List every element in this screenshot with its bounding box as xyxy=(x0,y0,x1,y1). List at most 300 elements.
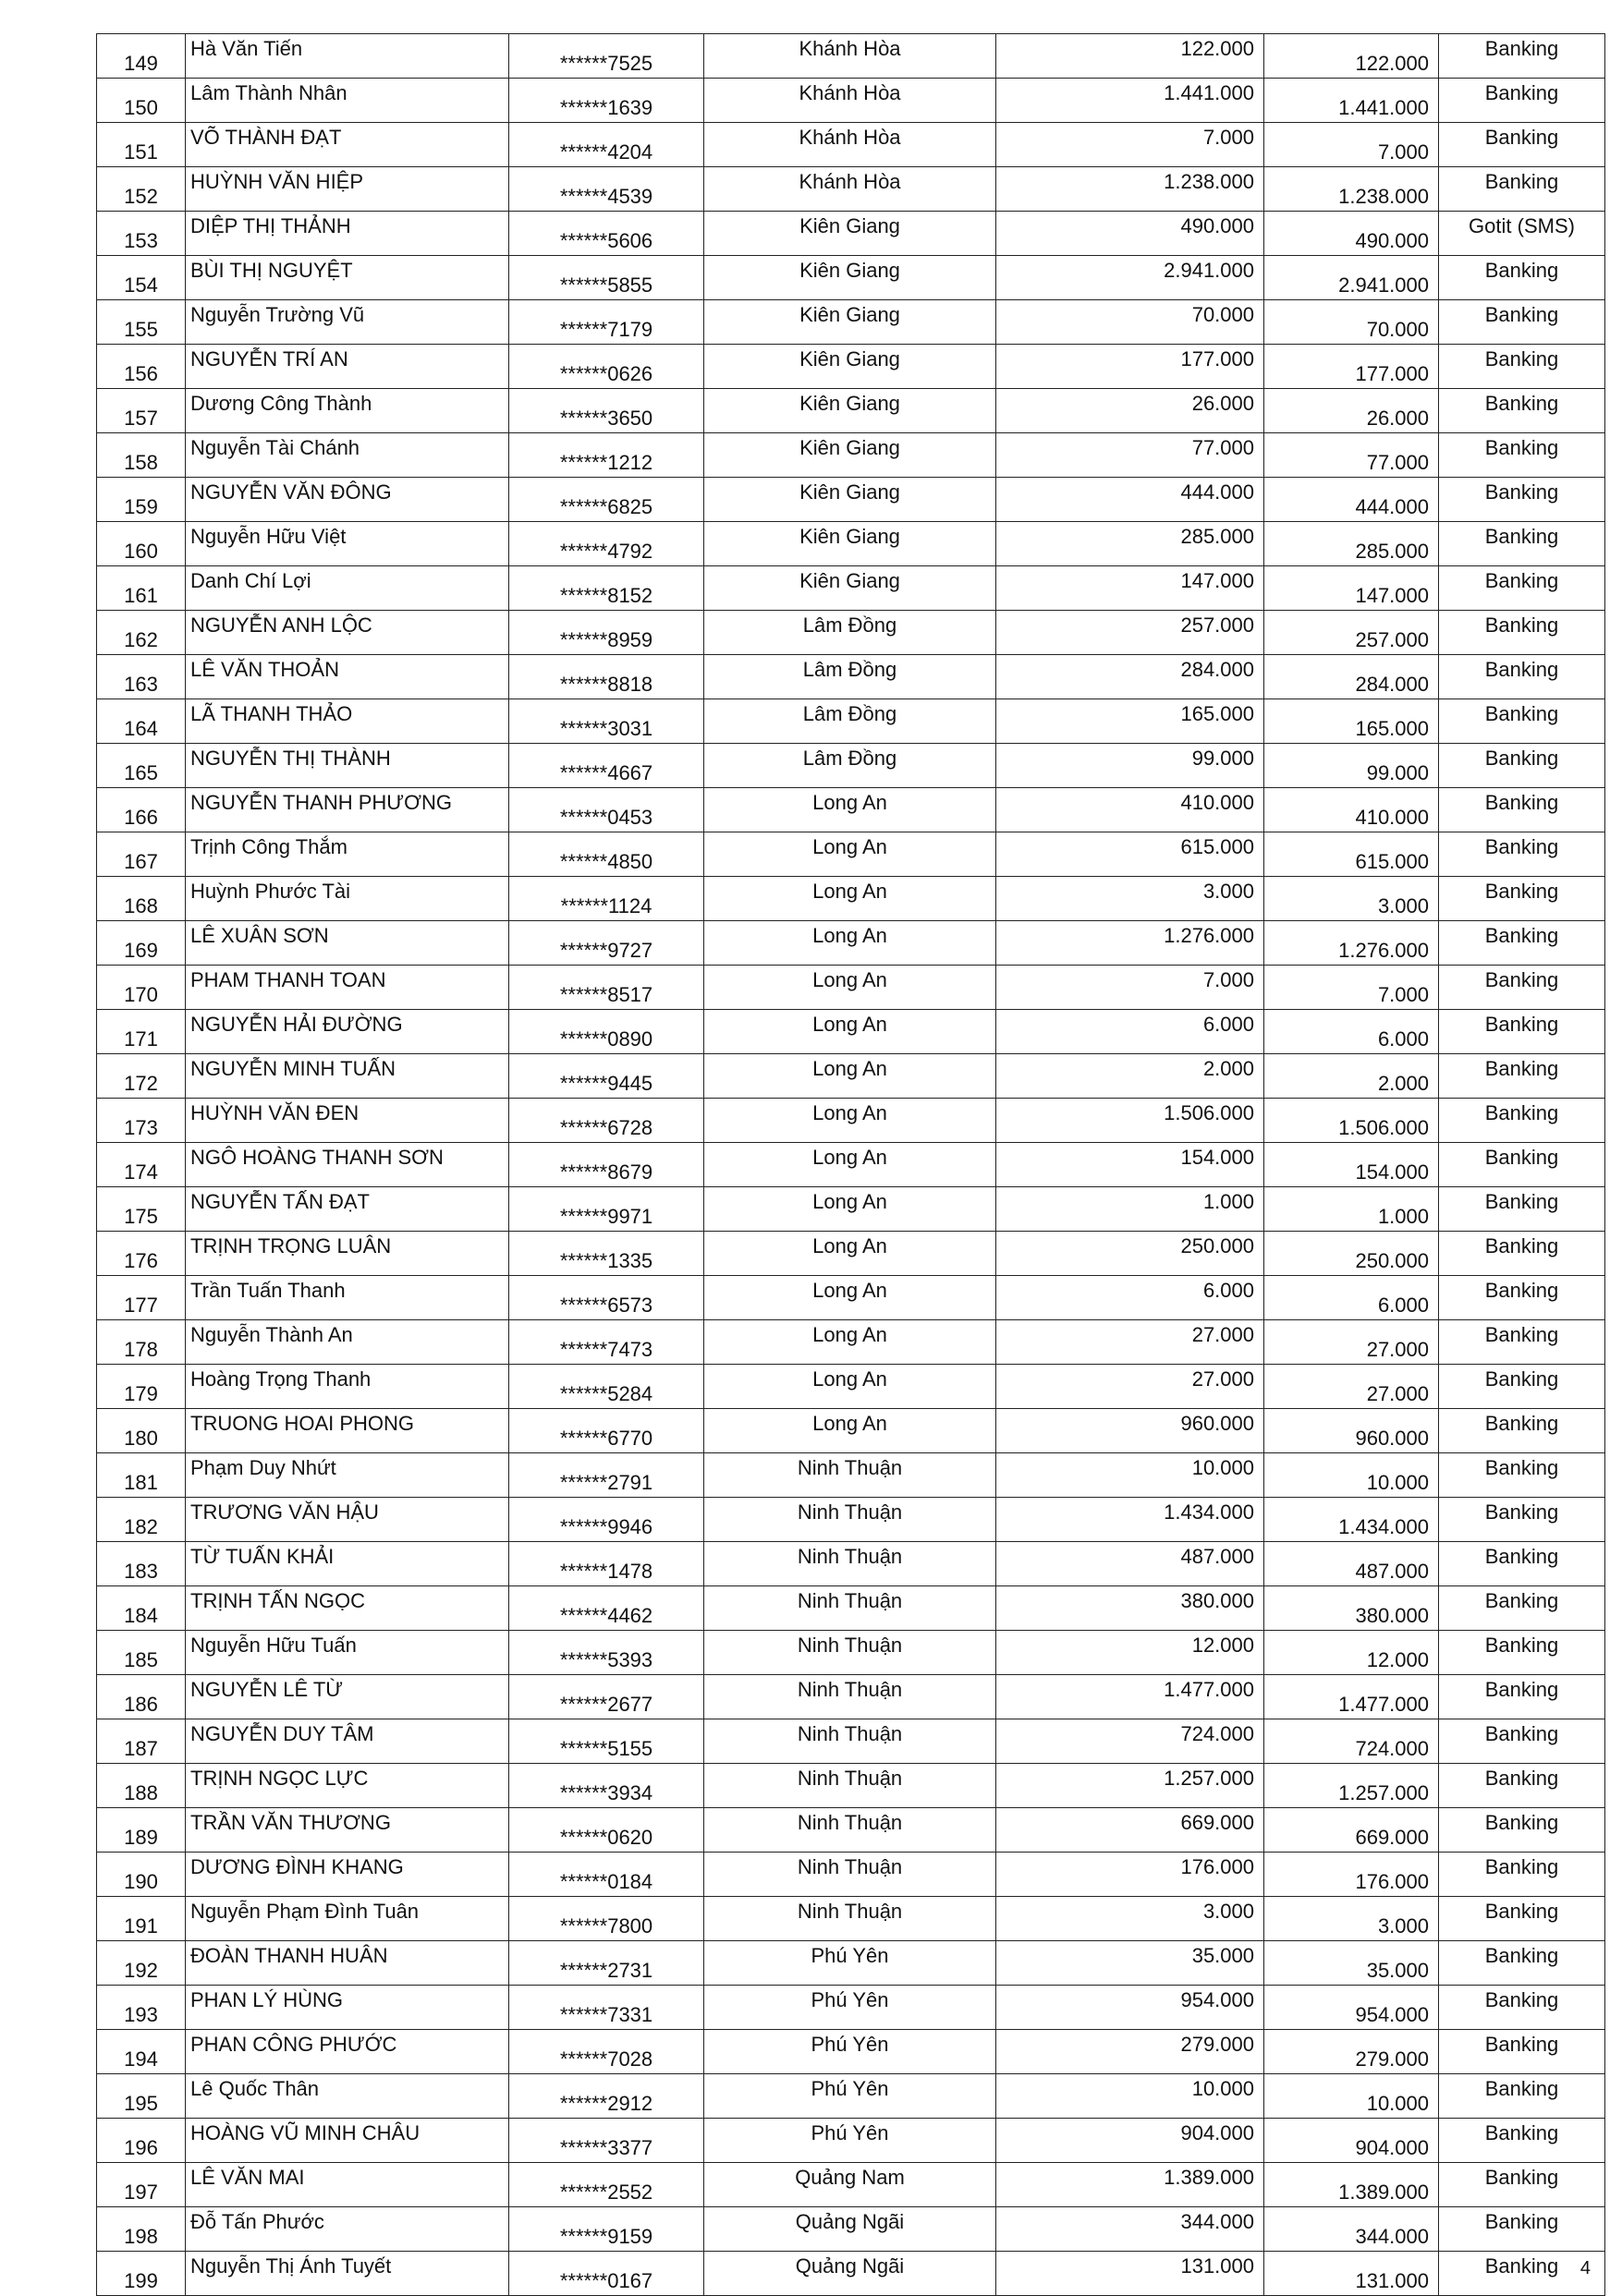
masked-account-cell: ******0167 xyxy=(509,2252,704,2296)
masked-account-cell: ******5855 xyxy=(509,256,704,300)
recipient-name-cell: Nguyễn Trường Vũ xyxy=(186,300,509,345)
payment-channel-cell: Banking xyxy=(1439,921,1605,966)
amount-paid-cell: 1.276.000 xyxy=(1264,921,1439,966)
amount-cell: 904.000 xyxy=(996,2119,1264,2163)
amount-cell: 250.000 xyxy=(996,1232,1264,1276)
masked-account-cell: ******5155 xyxy=(509,1719,704,1764)
province-cell: Phú Yên xyxy=(704,1941,996,1986)
province-cell: Quảng Nam xyxy=(704,2163,996,2207)
amount-cell: 6.000 xyxy=(996,1276,1264,1320)
row-number-cell: 195 xyxy=(97,2074,186,2119)
table-row xyxy=(97,1365,1605,1409)
table-row xyxy=(97,1631,1605,1675)
table-row xyxy=(97,256,1605,300)
table-row xyxy=(97,611,1605,655)
masked-account-cell: ******9727 xyxy=(509,921,704,966)
recipient-name-cell: Nguyễn Tài Chánh xyxy=(186,433,509,478)
province-cell: Lâm Đồng xyxy=(704,655,996,699)
masked-account-cell: ******3650 xyxy=(509,389,704,433)
province-cell: Kiên Giang xyxy=(704,389,996,433)
province-cell: Ninh Thuận xyxy=(704,1453,996,1498)
row-number-cell: 192 xyxy=(97,1941,186,1986)
amount-cell: 12.000 xyxy=(996,1631,1264,1675)
masked-account-cell: ******3031 xyxy=(509,699,704,744)
payment-channel-cell: Banking xyxy=(1439,2074,1605,2119)
amount-cell: 147.000 xyxy=(996,566,1264,611)
province-cell: Kiên Giang xyxy=(704,566,996,611)
table-row xyxy=(97,478,1605,522)
masked-account-cell: ******8818 xyxy=(509,655,704,699)
recipient-name-cell: NGUYỄN TẤN ĐẠT xyxy=(186,1187,509,1232)
table-row xyxy=(97,1010,1605,1054)
payment-channel-cell: Banking xyxy=(1439,1320,1605,1365)
table-row xyxy=(97,212,1605,256)
row-number-cell: 172 xyxy=(97,1054,186,1099)
amount-paid-cell: 490.000 xyxy=(1264,212,1439,256)
amount-paid-cell: 1.477.000 xyxy=(1264,1675,1439,1719)
payment-channel-cell: Banking xyxy=(1439,1986,1605,2030)
table-row xyxy=(97,1099,1605,1143)
province-cell: Phú Yên xyxy=(704,2030,996,2074)
amount-paid-cell: 7.000 xyxy=(1264,123,1439,167)
amount-paid-cell: 285.000 xyxy=(1264,522,1439,566)
masked-account-cell: ******5284 xyxy=(509,1365,704,1409)
province-cell: Kiên Giang xyxy=(704,345,996,389)
masked-account-cell: ******7028 xyxy=(509,2030,704,2074)
masked-account-cell: ******0184 xyxy=(509,1853,704,1897)
masked-account-cell: ******0620 xyxy=(509,1808,704,1853)
amount-paid-cell: 177.000 xyxy=(1264,345,1439,389)
amount-cell: 6.000 xyxy=(996,1010,1264,1054)
payment-channel-cell: Banking xyxy=(1439,123,1605,167)
amount-cell: 960.000 xyxy=(996,1409,1264,1453)
province-cell: Khánh Hòa xyxy=(704,123,996,167)
province-cell: Long An xyxy=(704,788,996,832)
row-number-cell: 185 xyxy=(97,1631,186,1675)
payment-channel-cell: Banking xyxy=(1439,389,1605,433)
masked-account-cell: ******7800 xyxy=(509,1897,704,1941)
recipient-name-cell: Nguyễn Hữu Tuấn xyxy=(186,1631,509,1675)
amount-paid-cell: 904.000 xyxy=(1264,2119,1439,2163)
province-cell: Long An xyxy=(704,1187,996,1232)
table-row xyxy=(97,1187,1605,1232)
masked-account-cell: ******1478 xyxy=(509,1542,704,1586)
table-body xyxy=(97,34,1605,2296)
amount-paid-cell: 1.434.000 xyxy=(1264,1498,1439,1542)
row-number-cell: 199 xyxy=(97,2252,186,2296)
row-number-cell: 196 xyxy=(97,2119,186,2163)
table-row xyxy=(97,566,1605,611)
masked-account-cell: ******0626 xyxy=(509,345,704,389)
row-number-cell: 187 xyxy=(97,1719,186,1764)
province-cell: Long An xyxy=(704,1409,996,1453)
province-cell: Ninh Thuận xyxy=(704,1764,996,1808)
province-cell: Ninh Thuận xyxy=(704,1853,996,1897)
payment-channel-cell: Banking xyxy=(1439,1187,1605,1232)
recipient-name-cell: LÊ VĂN THOẢN xyxy=(186,655,509,699)
row-number-cell: 153 xyxy=(97,212,186,256)
recipient-name-cell: TRUONG HOAI PHONG xyxy=(186,1409,509,1453)
province-cell: Kiên Giang xyxy=(704,300,996,345)
recipient-name-cell: DIỆP THỊ THẢNH xyxy=(186,212,509,256)
payment-channel-cell: Banking xyxy=(1439,1808,1605,1853)
masked-account-cell: ******0453 xyxy=(509,788,704,832)
masked-account-cell: ******7179 xyxy=(509,300,704,345)
amount-cell: 1.238.000 xyxy=(996,167,1264,212)
payment-channel-cell: Gotit (SMS) xyxy=(1439,212,1605,256)
row-number-cell: 171 xyxy=(97,1010,186,1054)
payment-channel-cell: Banking xyxy=(1439,34,1605,79)
province-cell: Lâm Đồng xyxy=(704,611,996,655)
table-row xyxy=(97,832,1605,877)
recipient-table xyxy=(96,33,1605,2296)
province-cell: Ninh Thuận xyxy=(704,1897,996,1941)
masked-account-cell: ******2677 xyxy=(509,1675,704,1719)
row-number-cell: 170 xyxy=(97,966,186,1010)
table-row xyxy=(97,1320,1605,1365)
row-number-cell: 194 xyxy=(97,2030,186,2074)
payment-channel-cell: Banking xyxy=(1439,2163,1605,2207)
amount-paid-cell: 250.000 xyxy=(1264,1232,1439,1276)
masked-account-cell: ******6825 xyxy=(509,478,704,522)
row-number-cell: 177 xyxy=(97,1276,186,1320)
table-row xyxy=(97,300,1605,345)
recipient-name-cell: NGUYỄN THANH PHƯƠNG xyxy=(186,788,509,832)
province-cell: Ninh Thuận xyxy=(704,1675,996,1719)
recipient-name-cell: PHAN CÔNG PHƯỚC xyxy=(186,2030,509,2074)
row-number-cell: 174 xyxy=(97,1143,186,1187)
payment-channel-cell: Banking xyxy=(1439,1232,1605,1276)
table-row xyxy=(97,123,1605,167)
amount-cell: 490.000 xyxy=(996,212,1264,256)
payment-channel-cell: Banking xyxy=(1439,300,1605,345)
recipient-name-cell: NGUYỄN HẢI ĐƯỜNG xyxy=(186,1010,509,1054)
masked-account-cell: ******7525 xyxy=(509,34,704,79)
table-row xyxy=(97,1232,1605,1276)
table-row xyxy=(97,1498,1605,1542)
amount-cell: 724.000 xyxy=(996,1719,1264,1764)
payment-channel-cell: Banking xyxy=(1439,1853,1605,1897)
recipient-name-cell: Phạm Duy Nhứt xyxy=(186,1453,509,1498)
table-row xyxy=(97,2119,1605,2163)
amount-cell: 27.000 xyxy=(996,1320,1264,1365)
payment-channel-cell: Banking xyxy=(1439,1365,1605,1409)
province-cell: Khánh Hòa xyxy=(704,167,996,212)
amount-cell: 27.000 xyxy=(996,1365,1264,1409)
amount-paid-cell: 3.000 xyxy=(1264,1897,1439,1941)
amount-cell: 3.000 xyxy=(996,1897,1264,1941)
payment-channel-cell: Banking xyxy=(1439,699,1605,744)
payment-channel-cell: Banking xyxy=(1439,1143,1605,1187)
recipient-name-cell: HUỲNH VĂN ĐEN xyxy=(186,1099,509,1143)
masked-account-cell: ******2912 xyxy=(509,2074,704,2119)
row-number-cell: 191 xyxy=(97,1897,186,1941)
amount-paid-cell: 70.000 xyxy=(1264,300,1439,345)
recipient-name-cell: Dương Công Thành xyxy=(186,389,509,433)
amount-paid-cell: 122.000 xyxy=(1264,34,1439,79)
recipient-name-cell: VÕ THÀNH ĐẠT xyxy=(186,123,509,167)
recipient-name-cell: Trần Tuấn Thanh xyxy=(186,1276,509,1320)
province-cell: Long An xyxy=(704,921,996,966)
payment-channel-cell: Banking xyxy=(1439,1941,1605,1986)
amount-paid-cell: 154.000 xyxy=(1264,1143,1439,1187)
amount-paid-cell: 344.000 xyxy=(1264,2207,1439,2252)
masked-account-cell: ******7473 xyxy=(509,1320,704,1365)
table-row xyxy=(97,1453,1605,1498)
amount-cell: 35.000 xyxy=(996,1941,1264,1986)
row-number-cell: 180 xyxy=(97,1409,186,1453)
recipient-name-cell: Danh Chí Lợi xyxy=(186,566,509,611)
province-cell: Long An xyxy=(704,1054,996,1099)
row-number-cell: 175 xyxy=(97,1187,186,1232)
amount-cell: 7.000 xyxy=(996,123,1264,167)
amount-paid-cell: 444.000 xyxy=(1264,478,1439,522)
recipient-name-cell: Hà Văn Tiến xyxy=(186,34,509,79)
row-number-cell: 181 xyxy=(97,1453,186,1498)
recipient-name-cell: BÙI THỊ NGUYỆT xyxy=(186,256,509,300)
row-number-cell: 184 xyxy=(97,1586,186,1631)
recipient-name-cell: TRƯƠNG VĂN HẬU xyxy=(186,1498,509,1542)
amount-paid-cell: 27.000 xyxy=(1264,1365,1439,1409)
province-cell: Phú Yên xyxy=(704,2074,996,2119)
amount-cell: 1.276.000 xyxy=(996,921,1264,966)
row-number-cell: 155 xyxy=(97,300,186,345)
payment-channel-cell: Banking xyxy=(1439,345,1605,389)
table-row xyxy=(97,1586,1605,1631)
masked-account-cell: ******9946 xyxy=(509,1498,704,1542)
recipient-name-cell: Nguyễn Hữu Việt xyxy=(186,522,509,566)
amount-cell: 615.000 xyxy=(996,832,1264,877)
payment-channel-cell: Banking xyxy=(1439,1764,1605,1808)
row-number-cell: 159 xyxy=(97,478,186,522)
row-number-cell: 157 xyxy=(97,389,186,433)
row-number-cell: 167 xyxy=(97,832,186,877)
payment-channel-cell: Banking xyxy=(1439,1897,1605,1941)
recipient-name-cell: Lâm Thành Nhân xyxy=(186,79,509,123)
payment-channel-cell: Banking xyxy=(1439,79,1605,123)
table-row xyxy=(97,522,1605,566)
recipient-name-cell: LÊ XUÂN SƠN xyxy=(186,921,509,966)
payment-channel-cell: Banking xyxy=(1439,611,1605,655)
table-row xyxy=(97,2207,1605,2252)
recipient-name-cell: Nguyễn Thị Ánh Tuyết xyxy=(186,2252,509,2296)
amount-cell: 1.441.000 xyxy=(996,79,1264,123)
amount-cell: 122.000 xyxy=(996,34,1264,79)
row-number-cell: 165 xyxy=(97,744,186,788)
table-row xyxy=(97,921,1605,966)
province-cell: Long An xyxy=(704,1320,996,1365)
province-cell: Long An xyxy=(704,1143,996,1187)
amount-cell: 954.000 xyxy=(996,1986,1264,2030)
recipient-name-cell: HUỲNH VĂN HIỆP xyxy=(186,167,509,212)
table-row xyxy=(97,877,1605,921)
row-number-cell: 173 xyxy=(97,1099,186,1143)
amount-paid-cell: 12.000 xyxy=(1264,1631,1439,1675)
province-cell: Khánh Hòa xyxy=(704,34,996,79)
masked-account-cell: ******4539 xyxy=(509,167,704,212)
payment-channel-cell: Banking xyxy=(1439,1719,1605,1764)
amount-paid-cell: 6.000 xyxy=(1264,1010,1439,1054)
recipient-name-cell: Hoàng Trọng Thanh xyxy=(186,1365,509,1409)
amount-paid-cell: 257.000 xyxy=(1264,611,1439,655)
row-number-cell: 178 xyxy=(97,1320,186,1365)
amount-paid-cell: 954.000 xyxy=(1264,1986,1439,2030)
province-cell: Ninh Thuận xyxy=(704,1808,996,1853)
table-row xyxy=(97,788,1605,832)
payment-channel-cell: Banking xyxy=(1439,2030,1605,2074)
province-cell: Lâm Đồng xyxy=(704,699,996,744)
payment-channel-cell: Banking xyxy=(1439,433,1605,478)
amount-paid-cell: 2.941.000 xyxy=(1264,256,1439,300)
amount-paid-cell: 669.000 xyxy=(1264,1808,1439,1853)
recipient-name-cell: NGÔ HOÀNG THANH SƠN xyxy=(186,1143,509,1187)
amount-cell: 285.000 xyxy=(996,522,1264,566)
amount-cell: 165.000 xyxy=(996,699,1264,744)
recipient-name-cell: TRỊNH TẤN NGỌC xyxy=(186,1586,509,1631)
recipient-name-cell: ĐOÀN THANH HUÂN xyxy=(186,1941,509,1986)
masked-account-cell: ******9971 xyxy=(509,1187,704,1232)
amount-paid-cell: 131.000 xyxy=(1264,2252,1439,2296)
province-cell: Long An xyxy=(704,1232,996,1276)
table-row xyxy=(97,433,1605,478)
masked-account-cell: ******2552 xyxy=(509,2163,704,2207)
row-number-cell: 154 xyxy=(97,256,186,300)
payment-channel-cell: Banking xyxy=(1439,832,1605,877)
amount-cell: 1.000 xyxy=(996,1187,1264,1232)
province-cell: Long An xyxy=(704,832,996,877)
row-number-cell: 197 xyxy=(97,2163,186,2207)
masked-account-cell: ******1124 xyxy=(509,877,704,921)
recipient-name-cell: LÊ VĂN MAI xyxy=(186,2163,509,2207)
table-row xyxy=(97,1542,1605,1586)
recipient-name-cell: Nguyễn Thành An xyxy=(186,1320,509,1365)
amount-paid-cell: 27.000 xyxy=(1264,1320,1439,1365)
masked-account-cell: ******3934 xyxy=(509,1764,704,1808)
masked-account-cell: ******8517 xyxy=(509,966,704,1010)
payment-channel-cell: Banking xyxy=(1439,655,1605,699)
province-cell: Lâm Đồng xyxy=(704,744,996,788)
amount-paid-cell: 1.238.000 xyxy=(1264,167,1439,212)
amount-paid-cell: 1.441.000 xyxy=(1264,79,1439,123)
province-cell: Quảng Ngãi xyxy=(704,2207,996,2252)
amount-cell: 154.000 xyxy=(996,1143,1264,1187)
payment-channel-cell: Banking xyxy=(1439,1276,1605,1320)
table-row xyxy=(97,1143,1605,1187)
amount-cell: 77.000 xyxy=(996,433,1264,478)
table-row xyxy=(97,1409,1605,1453)
amount-paid-cell: 487.000 xyxy=(1264,1542,1439,1586)
province-cell: Kiên Giang xyxy=(704,478,996,522)
table-row xyxy=(97,655,1605,699)
table-row xyxy=(97,389,1605,433)
amount-paid-cell: 410.000 xyxy=(1264,788,1439,832)
page-number: 4 xyxy=(1579,2258,1591,2278)
amount-cell: 10.000 xyxy=(996,1453,1264,1498)
row-number-cell: 169 xyxy=(97,921,186,966)
province-cell: Ninh Thuận xyxy=(704,1542,996,1586)
row-number-cell: 151 xyxy=(97,123,186,167)
payment-channel-cell: Banking xyxy=(1439,788,1605,832)
amount-paid-cell: 2.000 xyxy=(1264,1054,1439,1099)
masked-account-cell: ******5606 xyxy=(509,212,704,256)
table-row xyxy=(97,1941,1605,1986)
recipient-name-cell: HOÀNG VŨ MINH CHÂU xyxy=(186,2119,509,2163)
payment-channel-cell: Banking xyxy=(1439,1010,1605,1054)
payment-channel-cell: Banking xyxy=(1439,1054,1605,1099)
row-number-cell: 190 xyxy=(97,1853,186,1897)
table-row xyxy=(97,1675,1605,1719)
amount-cell: 1.389.000 xyxy=(996,2163,1264,2207)
table-row xyxy=(97,167,1605,212)
payment-channel-cell: Banking xyxy=(1439,744,1605,788)
row-number-cell: 188 xyxy=(97,1764,186,1808)
amount-cell: 487.000 xyxy=(996,1542,1264,1586)
masked-account-cell: ******0890 xyxy=(509,1010,704,1054)
masked-account-cell: ******4204 xyxy=(509,123,704,167)
masked-account-cell: ******4850 xyxy=(509,832,704,877)
table-row xyxy=(97,699,1605,744)
amount-paid-cell: 77.000 xyxy=(1264,433,1439,478)
payment-channel-cell: Banking xyxy=(1439,2252,1605,2296)
recipient-name-cell: PHAN LÝ HÙNG xyxy=(186,1986,509,2030)
province-cell: Phú Yên xyxy=(704,1986,996,2030)
amount-paid-cell: 147.000 xyxy=(1264,566,1439,611)
province-cell: Kiên Giang xyxy=(704,433,996,478)
table-row xyxy=(97,79,1605,123)
province-cell: Long An xyxy=(704,1010,996,1054)
row-number-cell: 166 xyxy=(97,788,186,832)
amount-cell: 2.000 xyxy=(996,1054,1264,1099)
amount-paid-cell: 960.000 xyxy=(1264,1409,1439,1453)
province-cell: Quảng Ngãi xyxy=(704,2252,996,2296)
table-row xyxy=(97,1719,1605,1764)
amount-cell: 10.000 xyxy=(996,2074,1264,2119)
amount-cell: 1.434.000 xyxy=(996,1498,1264,1542)
amount-paid-cell: 6.000 xyxy=(1264,1276,1439,1320)
masked-account-cell: ******4667 xyxy=(509,744,704,788)
province-cell: Ninh Thuận xyxy=(704,1498,996,1542)
amount-paid-cell: 26.000 xyxy=(1264,389,1439,433)
amount-paid-cell: 1.000 xyxy=(1264,1187,1439,1232)
province-cell: Kiên Giang xyxy=(704,256,996,300)
row-number-cell: 176 xyxy=(97,1232,186,1276)
amount-cell: 3.000 xyxy=(996,877,1264,921)
masked-account-cell: ******8152 xyxy=(509,566,704,611)
amount-cell: 176.000 xyxy=(996,1853,1264,1897)
recipient-name-cell: TỪ TUẤN KHẢI xyxy=(186,1542,509,1586)
amount-cell: 1.506.000 xyxy=(996,1099,1264,1143)
row-number-cell: 198 xyxy=(97,2207,186,2252)
recipient-name-cell: NGUYỄN DUY TÂM xyxy=(186,1719,509,1764)
amount-cell: 1.477.000 xyxy=(996,1675,1264,1719)
recipient-name-cell: NGUYỄN TRÍ AN xyxy=(186,345,509,389)
amount-cell: 410.000 xyxy=(996,788,1264,832)
payment-channel-cell: Banking xyxy=(1439,877,1605,921)
amount-cell: 26.000 xyxy=(996,389,1264,433)
masked-account-cell: ******6728 xyxy=(509,1099,704,1143)
masked-account-cell: ******1639 xyxy=(509,79,704,123)
amount-paid-cell: 1.257.000 xyxy=(1264,1764,1439,1808)
masked-account-cell: ******4792 xyxy=(509,522,704,566)
table-row xyxy=(97,744,1605,788)
amount-cell: 669.000 xyxy=(996,1808,1264,1853)
province-cell: Long An xyxy=(704,966,996,1010)
province-cell: Long An xyxy=(704,1276,996,1320)
payment-channel-cell: Banking xyxy=(1439,256,1605,300)
amount-cell: 284.000 xyxy=(996,655,1264,699)
amount-paid-cell: 380.000 xyxy=(1264,1586,1439,1631)
amount-cell: 99.000 xyxy=(996,744,1264,788)
